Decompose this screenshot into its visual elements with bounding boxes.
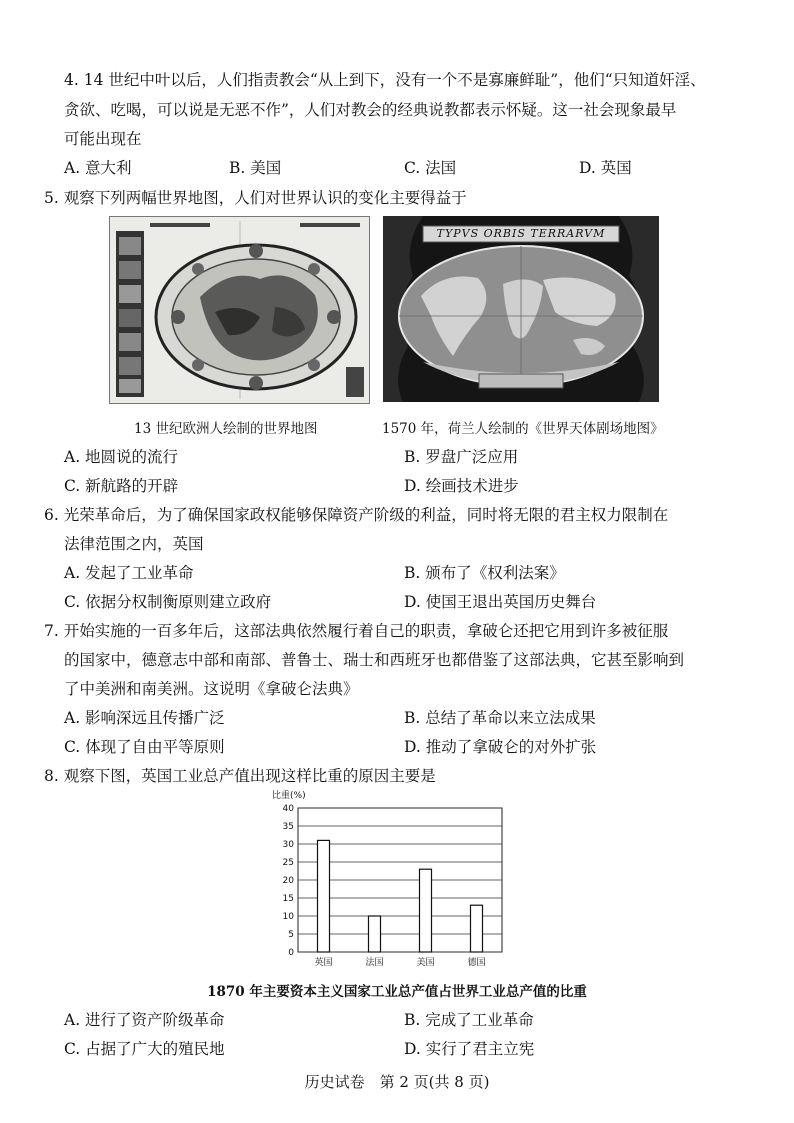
q7-option-b: B. 总结了革命以来立法成果 [404, 709, 596, 727]
medieval-world-map-image [109, 216, 370, 404]
bar-1 [318, 840, 330, 952]
map-title-banner: TYPVS ORBIS TERRARVM [436, 227, 606, 240]
bar-4 [471, 905, 483, 952]
q5-stem-line-1: 5. 观察下列两幅世界地图，人们对世界认识的变化主要得益于 [44, 189, 467, 207]
x-tick-label: 法国 [365, 958, 384, 968]
q6-stem-line-2: 法律范围之内，英国 [64, 535, 204, 553]
y-tick-label: 25 [282, 858, 294, 868]
q7-option-c: C. 体现了自由平等原则 [64, 738, 225, 756]
q4-stem-line-3: 可能出现在 [64, 130, 142, 148]
q6-stem-line-1: 6. 光荣革命后，为了确保国家政权能够保障资产阶级的利益，同时将无限的君主权力限制在 [44, 506, 669, 524]
q4-option-d: D. 英国 [579, 159, 632, 177]
y-tick-label: 0 [288, 948, 294, 958]
q8-stem-line-1: 8. 观察下图，英国工业总产值出现这样比重的原因主要是 [44, 767, 436, 785]
q6-option-d: D. 使国王退出英国历史舞台 [404, 593, 597, 611]
q8-option-a: A. 进行了资产阶级革命 [64, 1011, 225, 1029]
x-tick-label: 英国 [314, 958, 333, 968]
q7-option-a: A. 影响深远且传播广泛 [64, 709, 225, 727]
q7-stem-line-2: 的国家中，德意志中部和南部、普鲁士、瑞士和西班牙也都借鉴了这部法典，它甚至影响到 [64, 651, 685, 669]
q8-option-b: B. 完成了工业革命 [404, 1011, 534, 1029]
q7-stem-line-1: 7. 开始实施的一百多年后，这部法典依然履行着自己的职责，拿破仑还把它用到许多被征服 [44, 622, 669, 640]
q4-option-b: B. 美国 [229, 159, 282, 177]
page-footer: 历史试卷 第 2 页(共 8 页) [304, 1073, 490, 1091]
q6-option-b: B. 颁布了《权利法案》 [404, 564, 565, 582]
y-tick-label: 35 [282, 822, 294, 832]
q5-option-d: D. 绘画技术进步 [404, 477, 519, 495]
q7-stem-line-3: 了中美洲和南美洲。这说明《拿破仑法典》 [64, 680, 359, 698]
industrial-output-bar-chart [250, 788, 520, 970]
chart-y-axis-label: 比重(%) [272, 791, 306, 801]
y-tick-label: 40 [282, 804, 294, 814]
q7-option-d: D. 推动了拿破仑的对外扩张 [404, 738, 597, 756]
map1-caption: 13 世纪欧洲人绘制的世界地图 [134, 421, 318, 437]
y-tick-label: 10 [282, 912, 294, 922]
chart-title: 1870 年主要资本主义国家工业总产值占世界工业总产值的比重 [207, 984, 587, 1000]
y-tick-label: 15 [282, 894, 294, 904]
y-tick-label: 5 [288, 930, 294, 940]
q5-option-c: C. 新航路的开辟 [64, 477, 179, 495]
q4-option-a: A. 意大利 [64, 159, 132, 177]
q5-option-b: B. 罗盘广泛应用 [404, 448, 519, 466]
q4-option-c: C. 法国 [404, 159, 457, 177]
bar-2 [369, 916, 381, 952]
x-tick-label: 德国 [467, 958, 486, 968]
q6-option-a: A. 发起了工业革命 [64, 564, 194, 582]
q4-stem-line-2: 贪欲、吃喝，可以说是无恶不作”，人们对教会的经典说教都表示怀疑。这一社会现象最早 [64, 101, 677, 119]
q6-option-c: C. 依据分权制衡原则建立政府 [64, 593, 272, 611]
y-tick-label: 30 [282, 840, 294, 850]
bar-3 [420, 869, 432, 952]
q5-option-a: A. 地圆说的流行 [64, 448, 179, 466]
q8-option-d: D. 实行了君主立宪 [404, 1040, 535, 1058]
ortelius-world-map-image [383, 216, 659, 402]
map2-caption: 1570 年，荷兰人绘制的《世界天体剧场地图》 [382, 421, 664, 437]
y-tick-label: 20 [282, 876, 294, 886]
q8-option-c: C. 占据了广大的殖民地 [64, 1040, 225, 1058]
q4-stem-line-1: 4. 14 世纪中叶以后，人们指责教会“从上到下，没有一个不是寡廉鲜耻”，他们“只知道奸淫、 [64, 71, 706, 89]
x-tick-label: 美国 [416, 958, 435, 968]
